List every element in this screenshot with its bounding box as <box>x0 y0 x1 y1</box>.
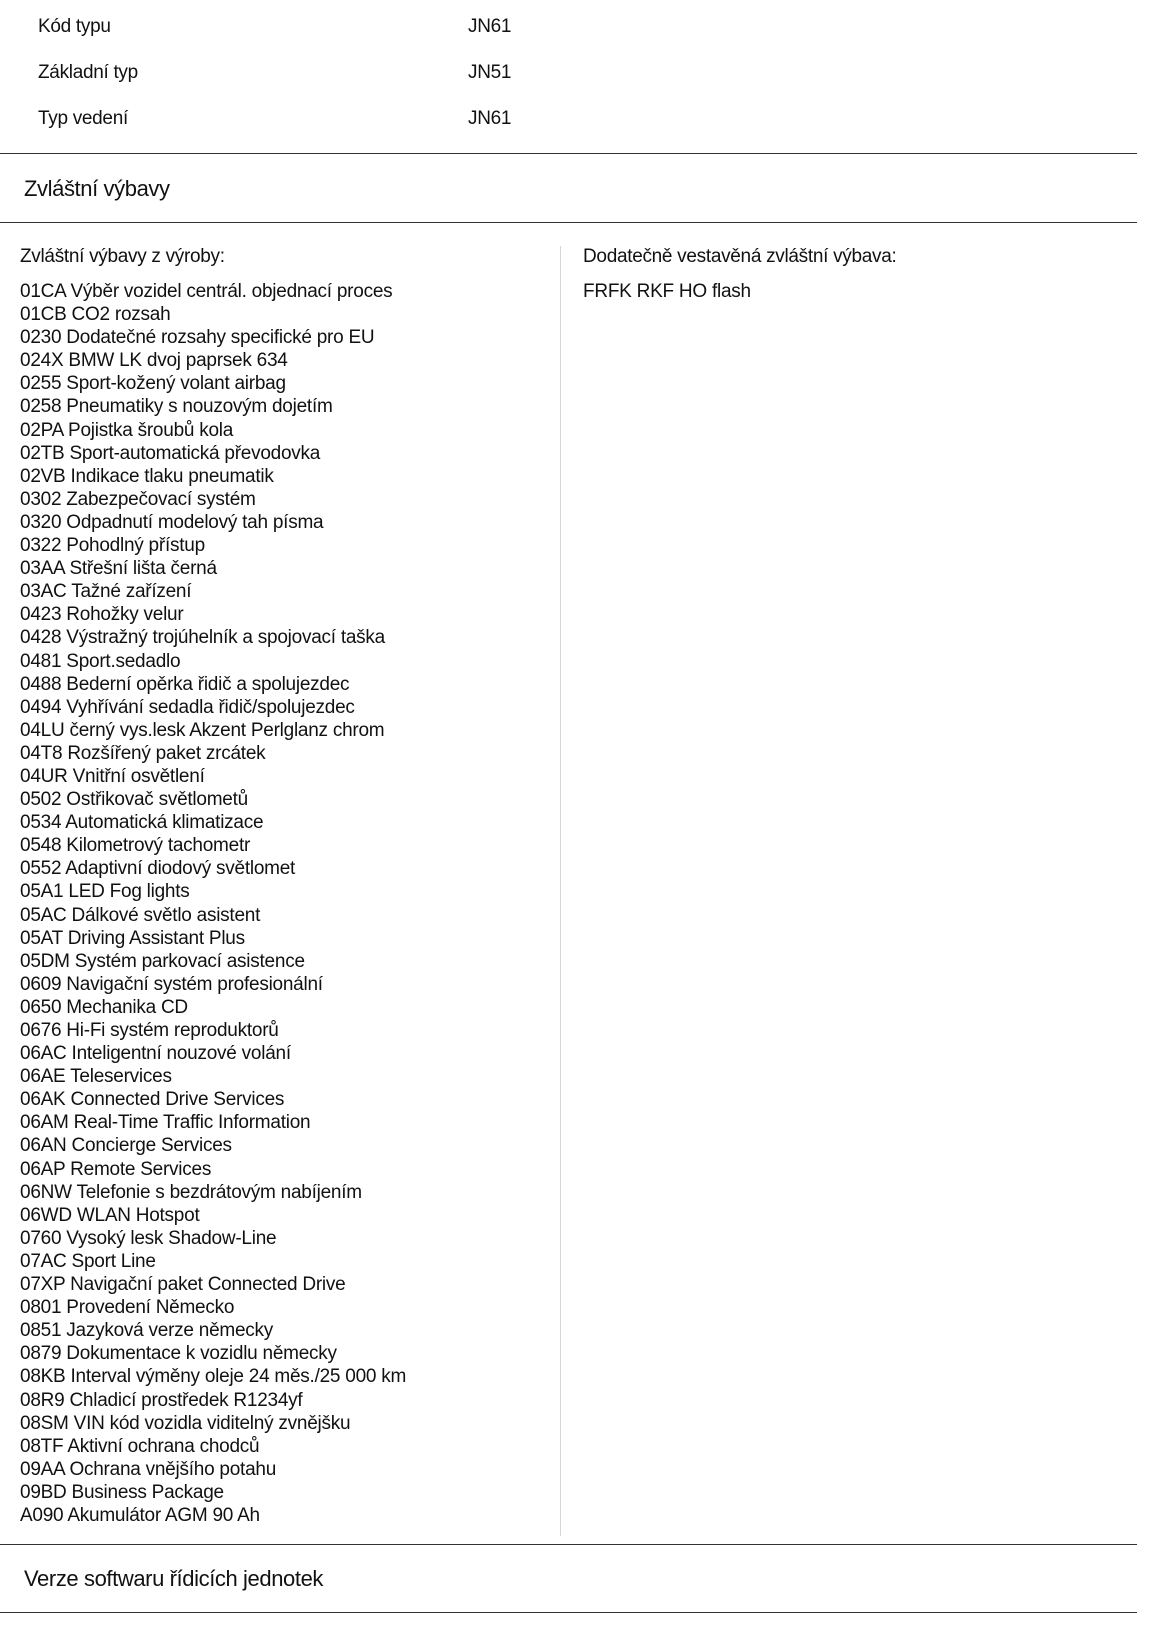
spec-row-lead-type <box>38 96 511 142</box>
list-item: 08R9 Chladicí prostředek R1234yf <box>20 1389 303 1411</box>
column-divider <box>560 246 561 1536</box>
list-item: 024X BMW LK dvoj paprsek 634 <box>20 350 288 372</box>
list-item: 04T8 Rozšířený paket zrcátek <box>20 742 266 764</box>
list-item: 05AT Driving Assistant Plus <box>20 927 245 949</box>
list-item: 06AC Inteligentní nouzové volání <box>20 1043 291 1065</box>
list-item: 04LU černý vys.lesk Akzent Perlglanz chrom <box>20 719 385 741</box>
list-item: 06AE Teleservices <box>20 1066 172 1088</box>
list-item: 03AC Tažné zařízení <box>20 581 192 603</box>
list-item: 07AC Sport Line <box>20 1250 156 1272</box>
spec-row-base-type <box>38 50 511 96</box>
section-title-options: Zvláštní výbavy <box>24 176 170 201</box>
list-item: 06WD WLAN Hotspot <box>20 1204 200 1226</box>
list-item: 06AK Connected Drive Services <box>20 1089 285 1111</box>
list-item: 0494 Vyhřívání sedadla řidič/spolujezdec <box>20 696 355 718</box>
factory-options-column <box>20 242 560 1527</box>
list-item: 05AC Dálkové světlo asistent <box>20 904 261 926</box>
list-item: 06AP Remote Services <box>20 1158 212 1180</box>
spec-label: Základní typ <box>38 62 138 83</box>
list-item: 02TB Sport-automatická převodovka <box>20 442 321 464</box>
spec-row-type-code <box>38 4 511 50</box>
list-item: 0801 Provedení Německo <box>20 1297 235 1319</box>
list-item: 0851 Jazyková verze německy <box>20 1320 274 1342</box>
list-item: 09BD Business Package <box>20 1481 224 1503</box>
list-item: 06NW Telefonie s bezdrátovým nabíjením <box>20 1181 362 1203</box>
list-item: 0879 Dokumentace k vozidlu německy <box>20 1343 337 1365</box>
factory-options-heading: Zvláštní výbavy z výroby: <box>20 246 225 267</box>
factory-options-list <box>20 280 560 1527</box>
spec-value: JN51 <box>468 62 512 83</box>
list-item: 0258 Pneumatiky s nouzovým dojetím <box>20 396 333 418</box>
list-item: 0428 Výstražný trojúhelník a spojovací taška <box>20 627 385 649</box>
retrofit-options-list <box>583 280 1123 303</box>
divider <box>0 153 1137 154</box>
spec-value: JN61 <box>468 108 512 129</box>
list-item: 0760 Vysoký lesk Shadow-Line <box>20 1227 277 1249</box>
list-item: 02VB Indikace tlaku pneumatik <box>20 465 274 487</box>
section-title-software: Verze softwaru řídicích jednotek <box>24 1566 324 1591</box>
divider <box>0 1612 1137 1613</box>
retrofit-options-column <box>583 242 1123 303</box>
list-item: 09AA Ochrana vnějšího potahu <box>20 1458 277 1480</box>
list-item: 0481 Sport.sedadlo <box>20 650 181 672</box>
list-item: FRFK RKF HO flash <box>583 281 751 302</box>
list-item: 0552 Adaptivní diodový světlomet <box>20 858 296 880</box>
list-item: 0548 Kilometrový tachometr <box>20 835 251 857</box>
spec-label: Typ vedení <box>38 108 128 129</box>
list-item: 01CA Výběr vozidel centrál. objednací proces <box>20 281 393 302</box>
list-item: 0255 Sport-kožený volant airbag <box>20 373 286 395</box>
list-item: 08TF Aktivní ochrana chodců <box>20 1435 260 1457</box>
retrofit-options-heading: Dodatečně vestavěná zvláštní výbava: <box>583 246 897 267</box>
list-item: 0650 Mechanika CD <box>20 996 188 1018</box>
list-item: 03AA Střešní lišta černá <box>20 558 217 580</box>
spec-value: JN61 <box>468 16 512 37</box>
list-item: 05A1 LED Fog lights <box>20 881 190 903</box>
list-item: 0322 Pohodlný přístup <box>20 535 205 557</box>
list-item: 02PA Pojistka šroubů kola <box>20 419 234 441</box>
list-item: 0609 Navigační systém profesionální <box>20 973 323 995</box>
list-item: 0320 Odpadnutí modelový tah písma <box>20 511 324 533</box>
spec-label: Kód typu <box>38 16 111 37</box>
list-item: 05DM Systém parkovací asistence <box>20 950 305 972</box>
list-item: 0488 Bederní opěrka řidič a spolujezdec <box>20 673 350 695</box>
list-item: 04UR Vnitřní osvětlení <box>20 765 205 787</box>
list-item: 01CB CO2 rozsah <box>20 304 171 326</box>
list-item: 07XP Navigační paket Connected Drive <box>20 1274 346 1296</box>
list-item: 0230 Dodatečné rozsahy specifické pro EU <box>20 327 375 349</box>
vehicle-spec-table <box>38 4 511 142</box>
list-item: 0502 Ostřikovač světlometů <box>20 789 248 811</box>
list-item: 0302 Zabezpečovací systém <box>20 488 256 510</box>
list-item: 08SM VIN kód vozidla viditelný zvnějšku <box>20 1412 351 1434</box>
list-item: 08KB Interval výměny oleje 24 měs./25 000 km <box>20 1366 407 1388</box>
divider <box>0 222 1137 223</box>
list-item: 06AM Real-Time Traffic Information <box>20 1112 311 1134</box>
list-item: 0423 Rohožky velur <box>20 604 184 626</box>
list-item: A090 Akumulátor AGM 90 Ah <box>20 1504 260 1526</box>
list-item: 0534 Automatická klimatizace <box>20 812 264 834</box>
divider <box>0 1544 1137 1545</box>
list-item: 06AN Concierge Services <box>20 1135 232 1157</box>
list-item: 0676 Hi-Fi systém reproduktorů <box>20 1020 279 1041</box>
